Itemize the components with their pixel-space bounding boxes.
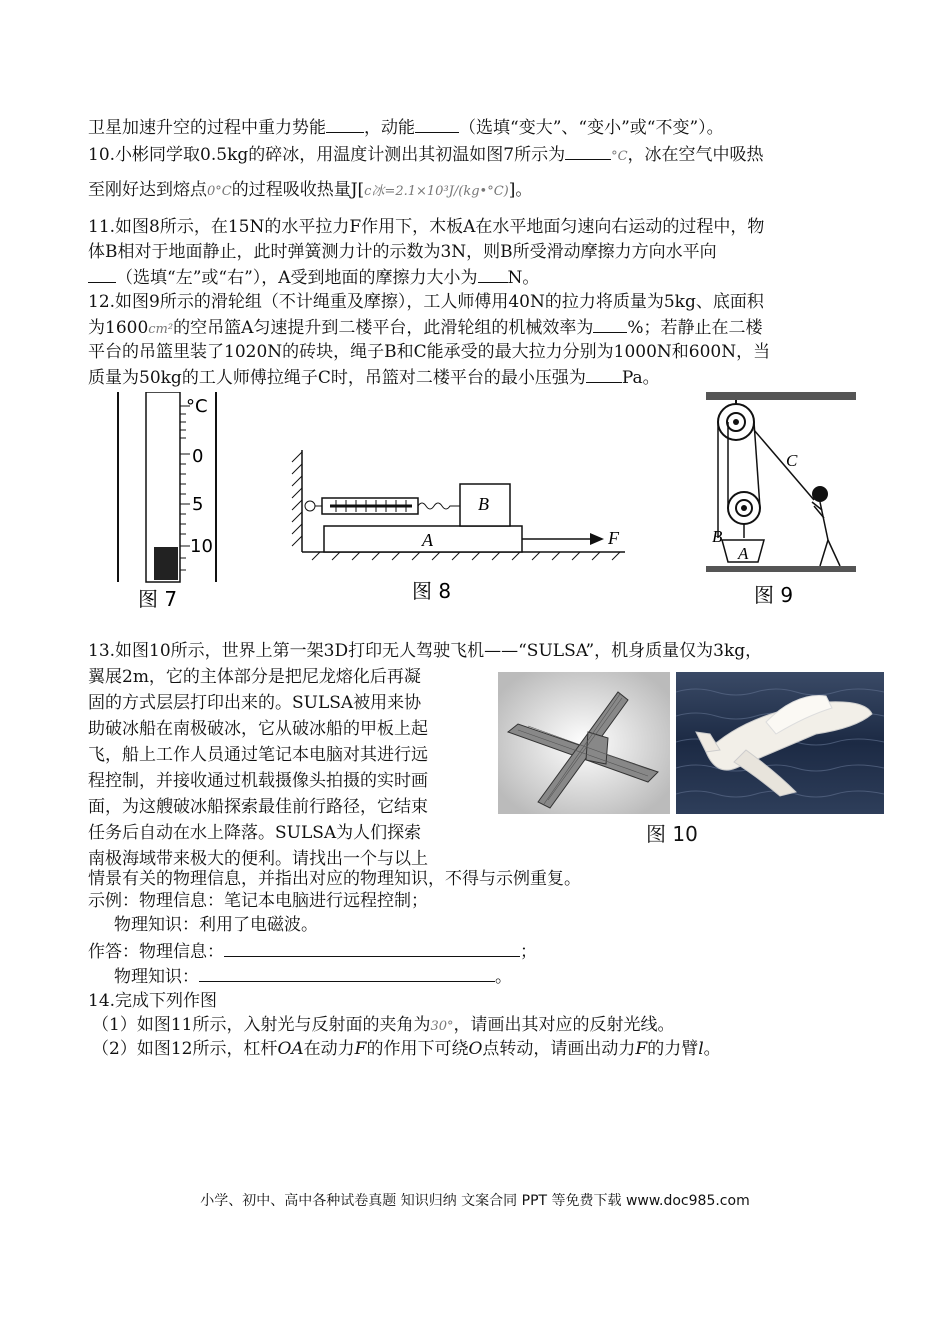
line-q11-c [88, 266, 539, 289]
text: ，动能 [364, 118, 415, 138]
unit: 0°C [207, 184, 232, 199]
line-q14-1 [92, 1014, 675, 1038]
text: 点转动，请画出动力 [482, 1039, 636, 1059]
tick-label-5: 5 [192, 494, 204, 515]
text: （选填“左”或“右”），A受到地面的摩擦力大小为 [116, 268, 478, 288]
answer-blank[interactable] [415, 116, 459, 133]
text: ； [520, 942, 537, 962]
line-q13-c: 固的方式层层打印出来的。SULSA被用来协 [88, 693, 422, 713]
answer-blank[interactable] [565, 143, 611, 160]
label-c: C [786, 451, 798, 470]
text: （选填“变大”、“变小”或“不变”）。 [459, 118, 724, 138]
figure-10-drone-sketch [498, 672, 670, 814]
text: N。 [507, 268, 540, 288]
figure-8-board-diagram [290, 440, 635, 610]
figure-10-caption: 图 10 [646, 822, 698, 846]
line-q13-b: 翼展2m，它的主体部分是把尼龙熔化后再凝 [88, 667, 421, 687]
line-q11-b: 体B相对于地面静止，此时弹簧测力计的示数为3N，则B所受滑动摩擦力方向水平向 [88, 242, 717, 262]
text: 。 [495, 967, 512, 987]
line-q13-h: 任务后自动在水上降落。SULSA为人们探索 [88, 823, 422, 843]
line-q13-i: 南极海域带来极大的便利。请找出一个与以上 [88, 849, 428, 869]
answer-blank[interactable] [88, 266, 116, 283]
label-a: A [422, 530, 433, 550]
var-o: O [468, 1039, 483, 1059]
ground-hatching [312, 552, 620, 560]
text: ，冰在空气中吸热 [627, 145, 764, 165]
arrow-head [590, 533, 604, 545]
tick-label-0: 0 [192, 446, 204, 467]
line-q12-a: 12.如图9所示的滑轮组（不计绳重及摩擦），工人师傅用40N的拉力将质量为5kg、底面积 [88, 292, 764, 312]
line-answer-2 [114, 965, 512, 988]
answer-blank[interactable] [478, 266, 508, 283]
wall-hatching [292, 452, 302, 546]
text: 卫星加速升空的过程中重力势能 [88, 118, 326, 138]
figure-10-drone-photo [676, 672, 884, 814]
line-q9-tail [88, 116, 724, 139]
line-answer-1 [88, 940, 537, 963]
text: 至刚好达到熔点 [88, 180, 207, 200]
line-q13-a: 13.如图10所示，世界上第一架3D打印无人驾驶飞机——“SULSA”，机身质量仅为3kg， [88, 641, 763, 661]
var-f: F [635, 1039, 648, 1059]
text: 。 [703, 1039, 721, 1059]
text: （2）如图12所示，杠杆 [92, 1039, 278, 1059]
text: 的力臂 [647, 1039, 699, 1059]
line-q13-j: 情景有关的物理信息，并指出对应的物理知识，不得与示例重复。 [88, 869, 581, 889]
line-q14: 14.完成下列作图 [88, 991, 218, 1011]
line-q11-a: 11.如图8所示，在15N的水平拉力F作用下，木板A在水平地面匀速向右运动的过程中，物 [88, 217, 765, 237]
formula: c冰=2.1×10³J/(kg•°C) [364, 184, 509, 199]
line-q14-2 [92, 1038, 721, 1060]
angle: 30° [430, 1019, 454, 1034]
text: J[ [350, 180, 365, 200]
var-l: l [698, 1039, 704, 1059]
line-q12-d [88, 366, 660, 389]
var-oa: OA [277, 1039, 304, 1059]
text: 作答：物理信息： [88, 942, 224, 962]
ceiling [706, 392, 856, 400]
label-b: B [478, 494, 489, 514]
text: 为1600 [88, 318, 149, 338]
text: （1）如图11所示，入射光与反射面的夹角为 [92, 1015, 431, 1035]
figure-7-caption: 图 7 [138, 587, 178, 610]
figure-9-pulley-system [702, 390, 862, 612]
figure-7-thermometer [112, 392, 232, 610]
label-f: F [608, 528, 619, 548]
line-q12-c: 平台的吊篮里装了1020N的砖块，绳子B和C能承受的最大拉力分别为1000N和600N，当 [88, 342, 771, 362]
text: ，请画出其对应的反射光线。 [453, 1015, 675, 1035]
text: 质量为50kg的工人师傅拉绳子C时，吊篮对二楼平台的最小压强为 [88, 368, 586, 388]
tick-label-10: 10 [190, 536, 213, 557]
answer-blank[interactable] [586, 366, 622, 383]
figure-9-caption: 图 9 [754, 583, 794, 607]
line-q10-b [88, 178, 532, 203]
mercury-column [154, 547, 178, 580]
text: Pa。 [621, 368, 660, 388]
text: 的空吊篮A匀速提升到二楼平台，此滑轮组的机械效率为 [173, 318, 594, 338]
text: ]。 [508, 180, 533, 200]
text: %；若静止在二楼 [627, 318, 763, 338]
spring-scale [305, 498, 460, 514]
line-q12-b [88, 316, 763, 341]
text: 10.小彬同学取0.5kg的碎冰，用温度计测出其初温如图7所示为 [88, 145, 566, 165]
text: 的过程吸收热量 [231, 180, 351, 200]
line-example-1: 示例：物理信息：笔记本电脑进行远程控制； [88, 891, 428, 911]
answer-blank[interactable] [326, 116, 364, 133]
text: 物理知识： [114, 967, 199, 987]
thermometer-scale [180, 406, 190, 570]
answer-blank[interactable] [593, 316, 627, 333]
answer-blank-knowledge[interactable] [199, 965, 495, 982]
worker-figure [812, 486, 840, 566]
unit: °C [611, 149, 628, 164]
label-a: A [738, 544, 749, 563]
floor-platform [706, 566, 856, 572]
line-q13-g: 面，为这艘破冰船探索最佳前行路径，它结束 [88, 797, 428, 817]
line-q13-d: 助破冰船在南极破冰，它从破冰船的甲板上起 [88, 719, 428, 739]
label-b: B [712, 527, 723, 546]
unit: cm² [148, 322, 174, 337]
figure-8-caption: 图 8 [412, 579, 452, 603]
line-example-2: 物理知识：利用了电磁波。 [114, 915, 318, 935]
line-q13-e: 飞，船上工作人员通过笔记本电脑对其进行远 [88, 745, 428, 765]
line-q10-a [88, 143, 764, 168]
answer-blank-info[interactable] [224, 940, 520, 957]
text: 的作用下可绕 [366, 1039, 469, 1059]
var-f: F [354, 1039, 367, 1059]
text: 在动力 [303, 1039, 355, 1059]
line-q13-f: 程控制，并接收通过机载摄像头拍摄的实时画 [88, 771, 428, 791]
page-footer: 小学、初中、高中各种试卷真题 知识归纳 文案合同 PPT 等免费下载 www.doc985.com [200, 1193, 750, 1209]
unit-label: °C [186, 396, 208, 417]
